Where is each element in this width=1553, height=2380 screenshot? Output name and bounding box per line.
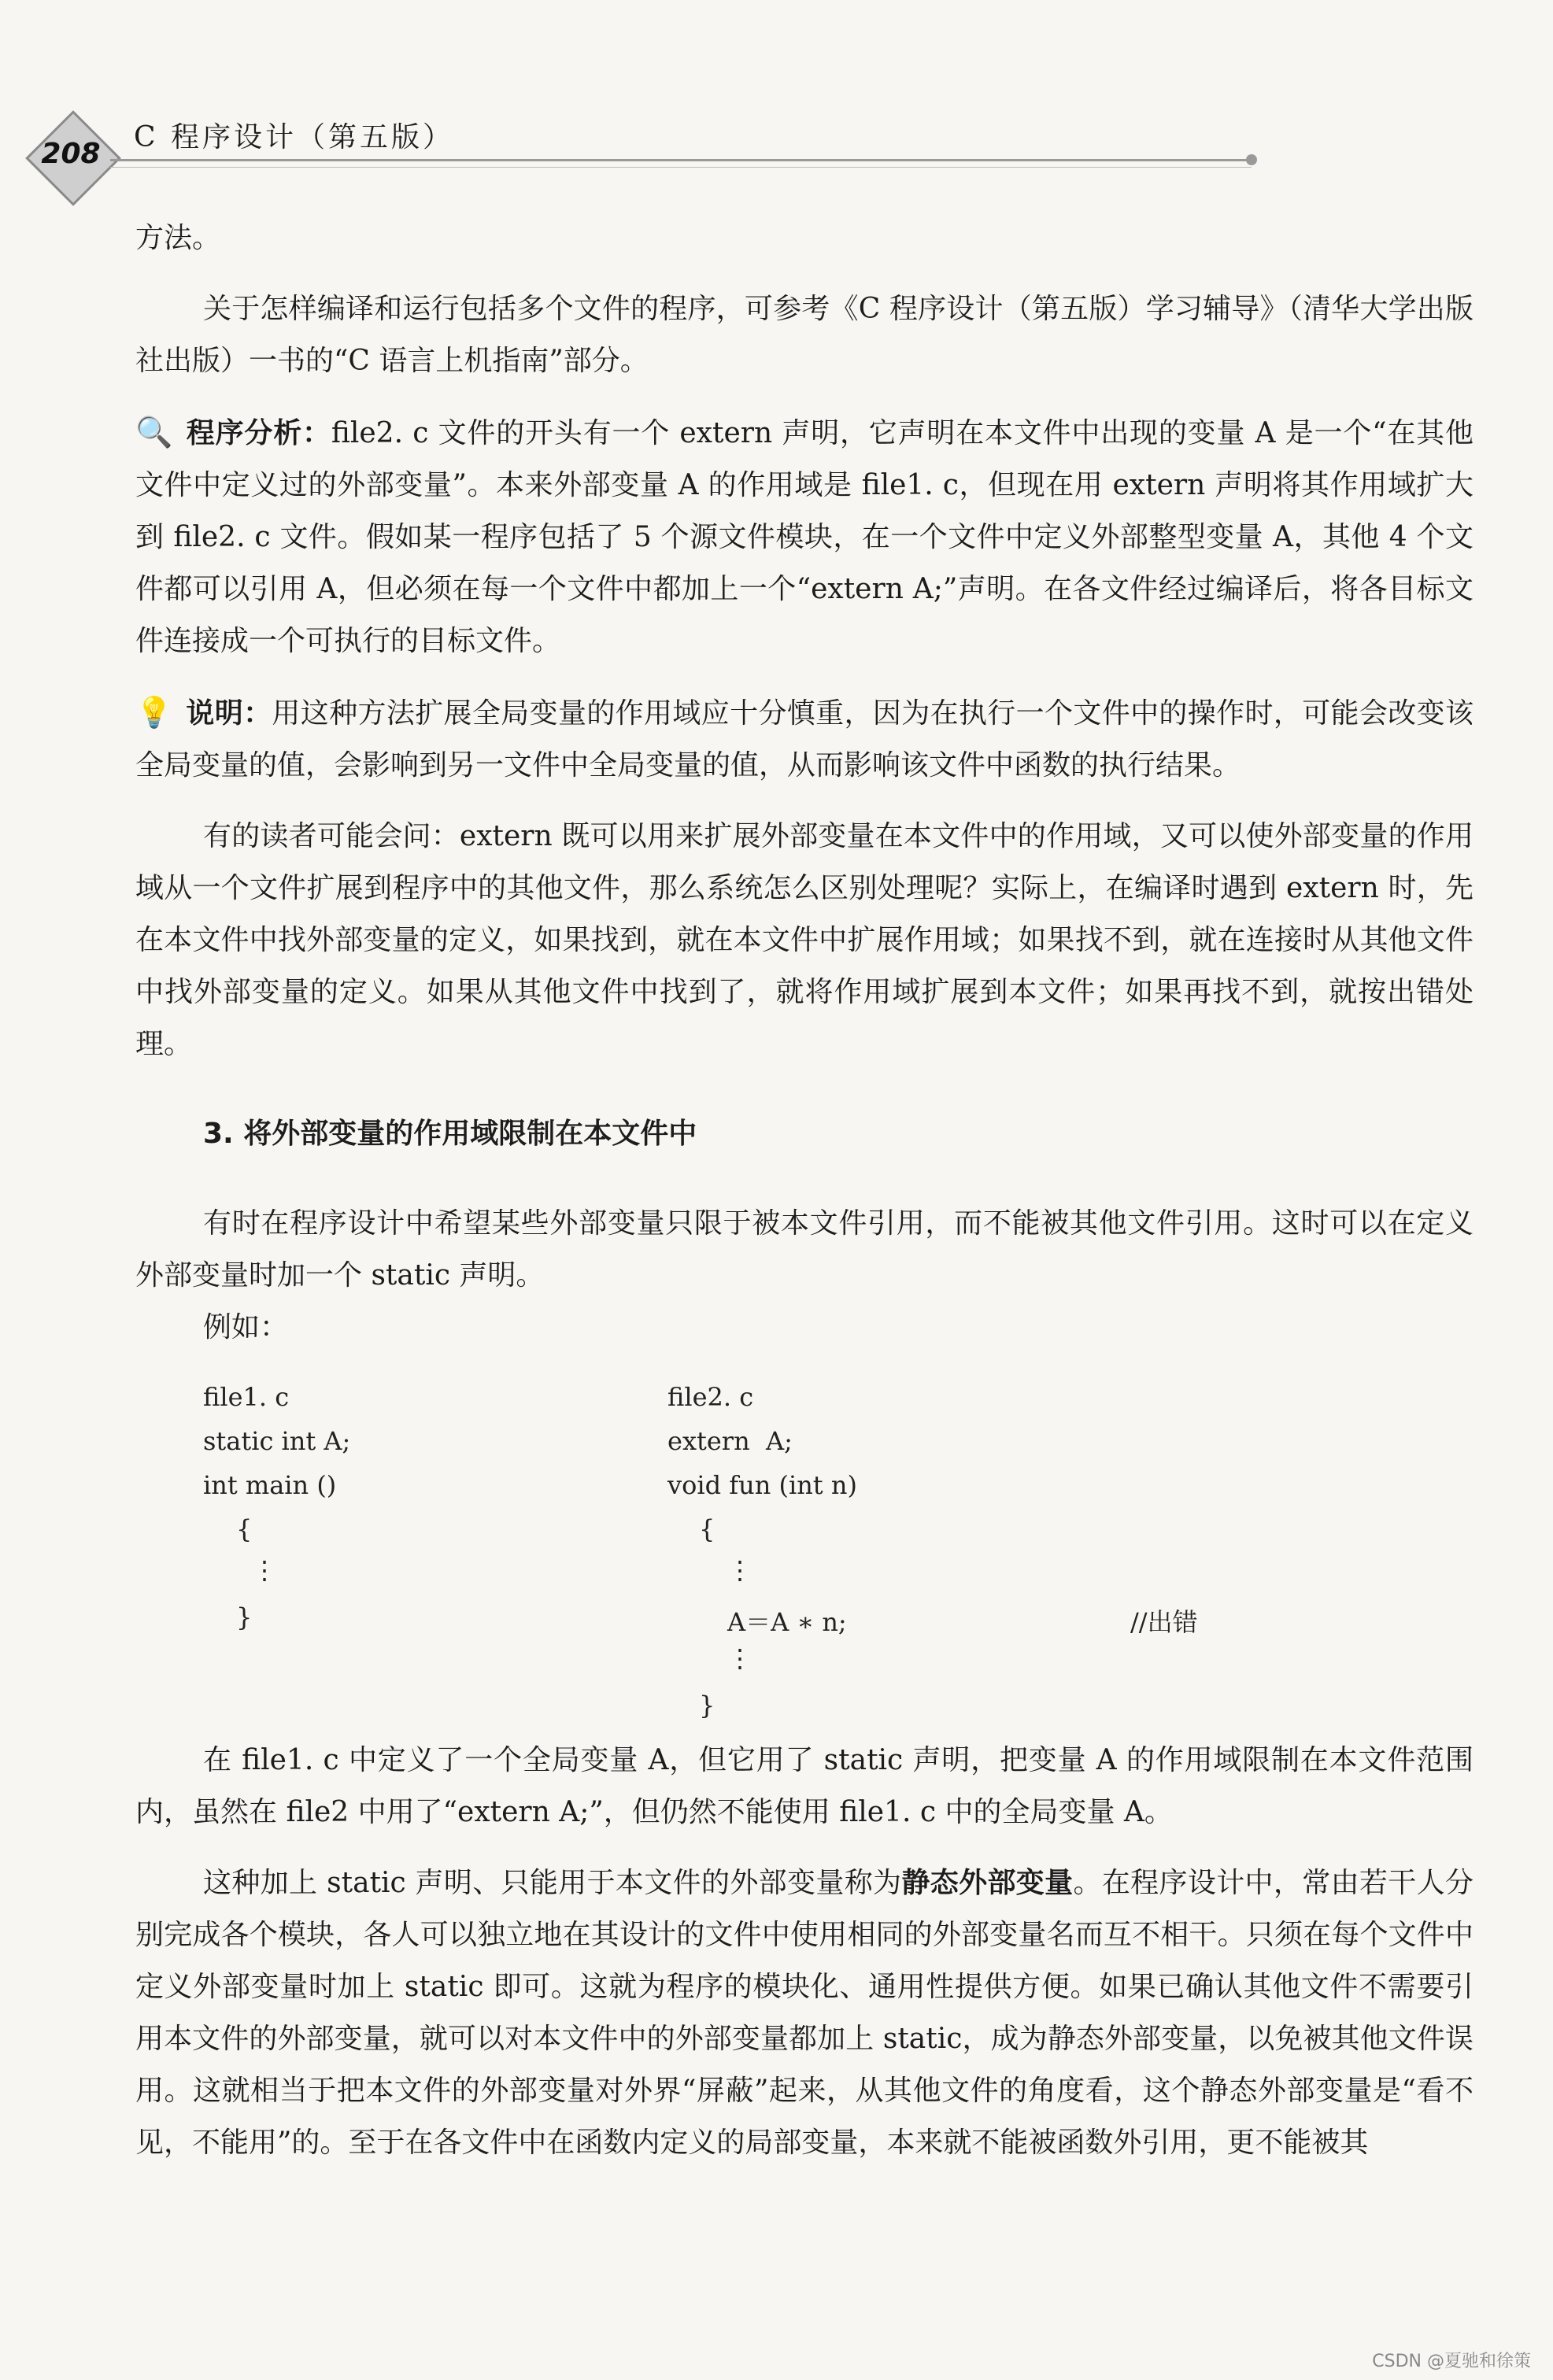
paragraph-static-external <box>135 1857 1474 2169</box>
page-header <box>0 94 1553 189</box>
code-right-line: extern A; <box>667 1426 793 1456</box>
paragraph-example: 例如： <box>203 1311 289 1343</box>
paragraph-compile: 关于怎样编译和运行包括多个文件的程序，可参考《C 程序设计（第五版）学习辅导》（清华大学出版社出版）一书的“C 语言上机指南”部分。 <box>135 293 1474 377</box>
explain-text: 用这种方法扩展全局变量的作用域应十分慎重，因为在执行一个文件中的操作时，可能会改变该全局变量的值，会影响到另一文件中全局变量的值，从而影响该文件中函数的执行结果。 <box>135 697 1474 782</box>
paragraph-reader-question: 有的读者可能会问：extern 既可以用来扩展外部变量在本文件中的作用域，又可以使外部变量的作用域从一个文件扩展到程序中的其他文件，那么系统怎么区别处理呢？实际上，在编译时遇到 extern 时，先在本文件中找外部变量的定义，如果找到，就在本文件中扩展作用域；如果找不到，就在连接时从其他文件中找外部变量的定义。如果从其他文件中找到了，就将作用域扩展到本文件；如果再找不到，就按出错处理。 <box>135 820 1474 1060</box>
analysis-note <box>135 406 1474 667</box>
header-rule-thin <box>110 167 1252 168</box>
watermark: CSDN @夏驰和徐策 <box>1372 2352 1531 2371</box>
magnifier-icon: 🔍 <box>135 415 173 449</box>
paragraph-static-intro: 有时在程序设计中希望某些外部变量只限于被本文件引用，而不能被其他文件引用。这时可以在定义外部变量时加一个 static 声明。 <box>135 1207 1474 1292</box>
book-title: C 程序设计（第五版） <box>134 121 454 153</box>
code-right-line: { <box>699 1514 715 1544</box>
code-example <box>135 1354 1474 1720</box>
code-right-line: ⋮ <box>727 1555 752 1585</box>
page-number: 208 <box>41 138 101 170</box>
section-title: 3. 将外部变量的作用域限制在本文件中 <box>203 1118 697 1150</box>
code-right-line: file2. c <box>667 1382 754 1412</box>
analysis-text: file2. c 文件的开头有一个 extern 声明，它声明在本文件中出现的变量 A 是一个“在其他文件中定义过的外部变量”。本来外部变量 A 的作用域是 file1. c，但现在用 extern 声明将其作用域扩大到 file2. c 文件。假如某一程序包括了 5 个源文件模块，在一个文件中定义外部整型变量 A，其他 4 个文件都可以引用 A，但必须在每一个文件中都加上一个“extern A;”声明。在各文件经过编译后，将各目标文件连接成一个可执行的目标文件。 <box>135 417 1474 657</box>
code-comment: //出错 <box>1130 1607 1198 1637</box>
code-left-line: } <box>236 1602 253 1632</box>
header-rule <box>110 159 1252 161</box>
header-rule-end <box>1246 154 1257 165</box>
code-left-line: static int A; <box>203 1426 351 1456</box>
paragraph-file1: 在 file1. c 中定义了一个全局变量 A，但它用了 static 声明，把变量 A 的作用域限制在本文件范围内，虽然在 file2 中用了“extern A;”，但仍然不能使用 file1. c 中的全局变量 A。 <box>135 1744 1474 1828</box>
analysis-label: 程序分析： <box>186 417 331 449</box>
code-left-line: ⋮ <box>252 1555 277 1585</box>
lightbulb-icon: 💡 <box>135 695 173 730</box>
code-right-line: void fun (int n) <box>667 1470 857 1500</box>
explain-label: 说明： <box>186 697 272 730</box>
term-static-external-variable: 静态外部变量 <box>901 1867 1074 1899</box>
code-left-line: { <box>236 1514 253 1544</box>
code-right-line: } <box>699 1691 715 1720</box>
explain-note <box>135 686 1474 792</box>
paragraph-static-external-after: 。在程序设计中，常由若干人分别完成各个模块，各人可以独立地在其设计的文件中使用相同的外部变量名而互不相干。只须在每个文件中定义外部变量时加上 static 即可。这就为程序的模块化、通用性提供方便。如果已确认其他文件不需要引用本文件的外部变量，就可以对本文件中的外部变量都加上 static，成为静态外部变量，以免被其他文件误用。这就相当于把本文件的外部变量对外界“屏蔽”起来，从其他文件的角度看，这个静态外部变量是“看不见，不能用”的。至于在各文件中在函数内定义的局部变量，本来就不能被函数外引用，更不能被其 <box>135 1867 1474 2159</box>
code-left-line: file1. c <box>203 1382 290 1412</box>
code-right-line: A＝A ∗ n; <box>727 1607 847 1637</box>
code-right-line: ⋮ <box>727 1643 752 1673</box>
page-body <box>135 213 1474 2169</box>
paragraph-method: 方法。 <box>135 222 221 254</box>
code-left-line: int main () <box>203 1470 337 1500</box>
paragraph-static-external-before: 这种加上 static 声明、只能用于本文件的外部变量称为 <box>203 1867 902 1899</box>
